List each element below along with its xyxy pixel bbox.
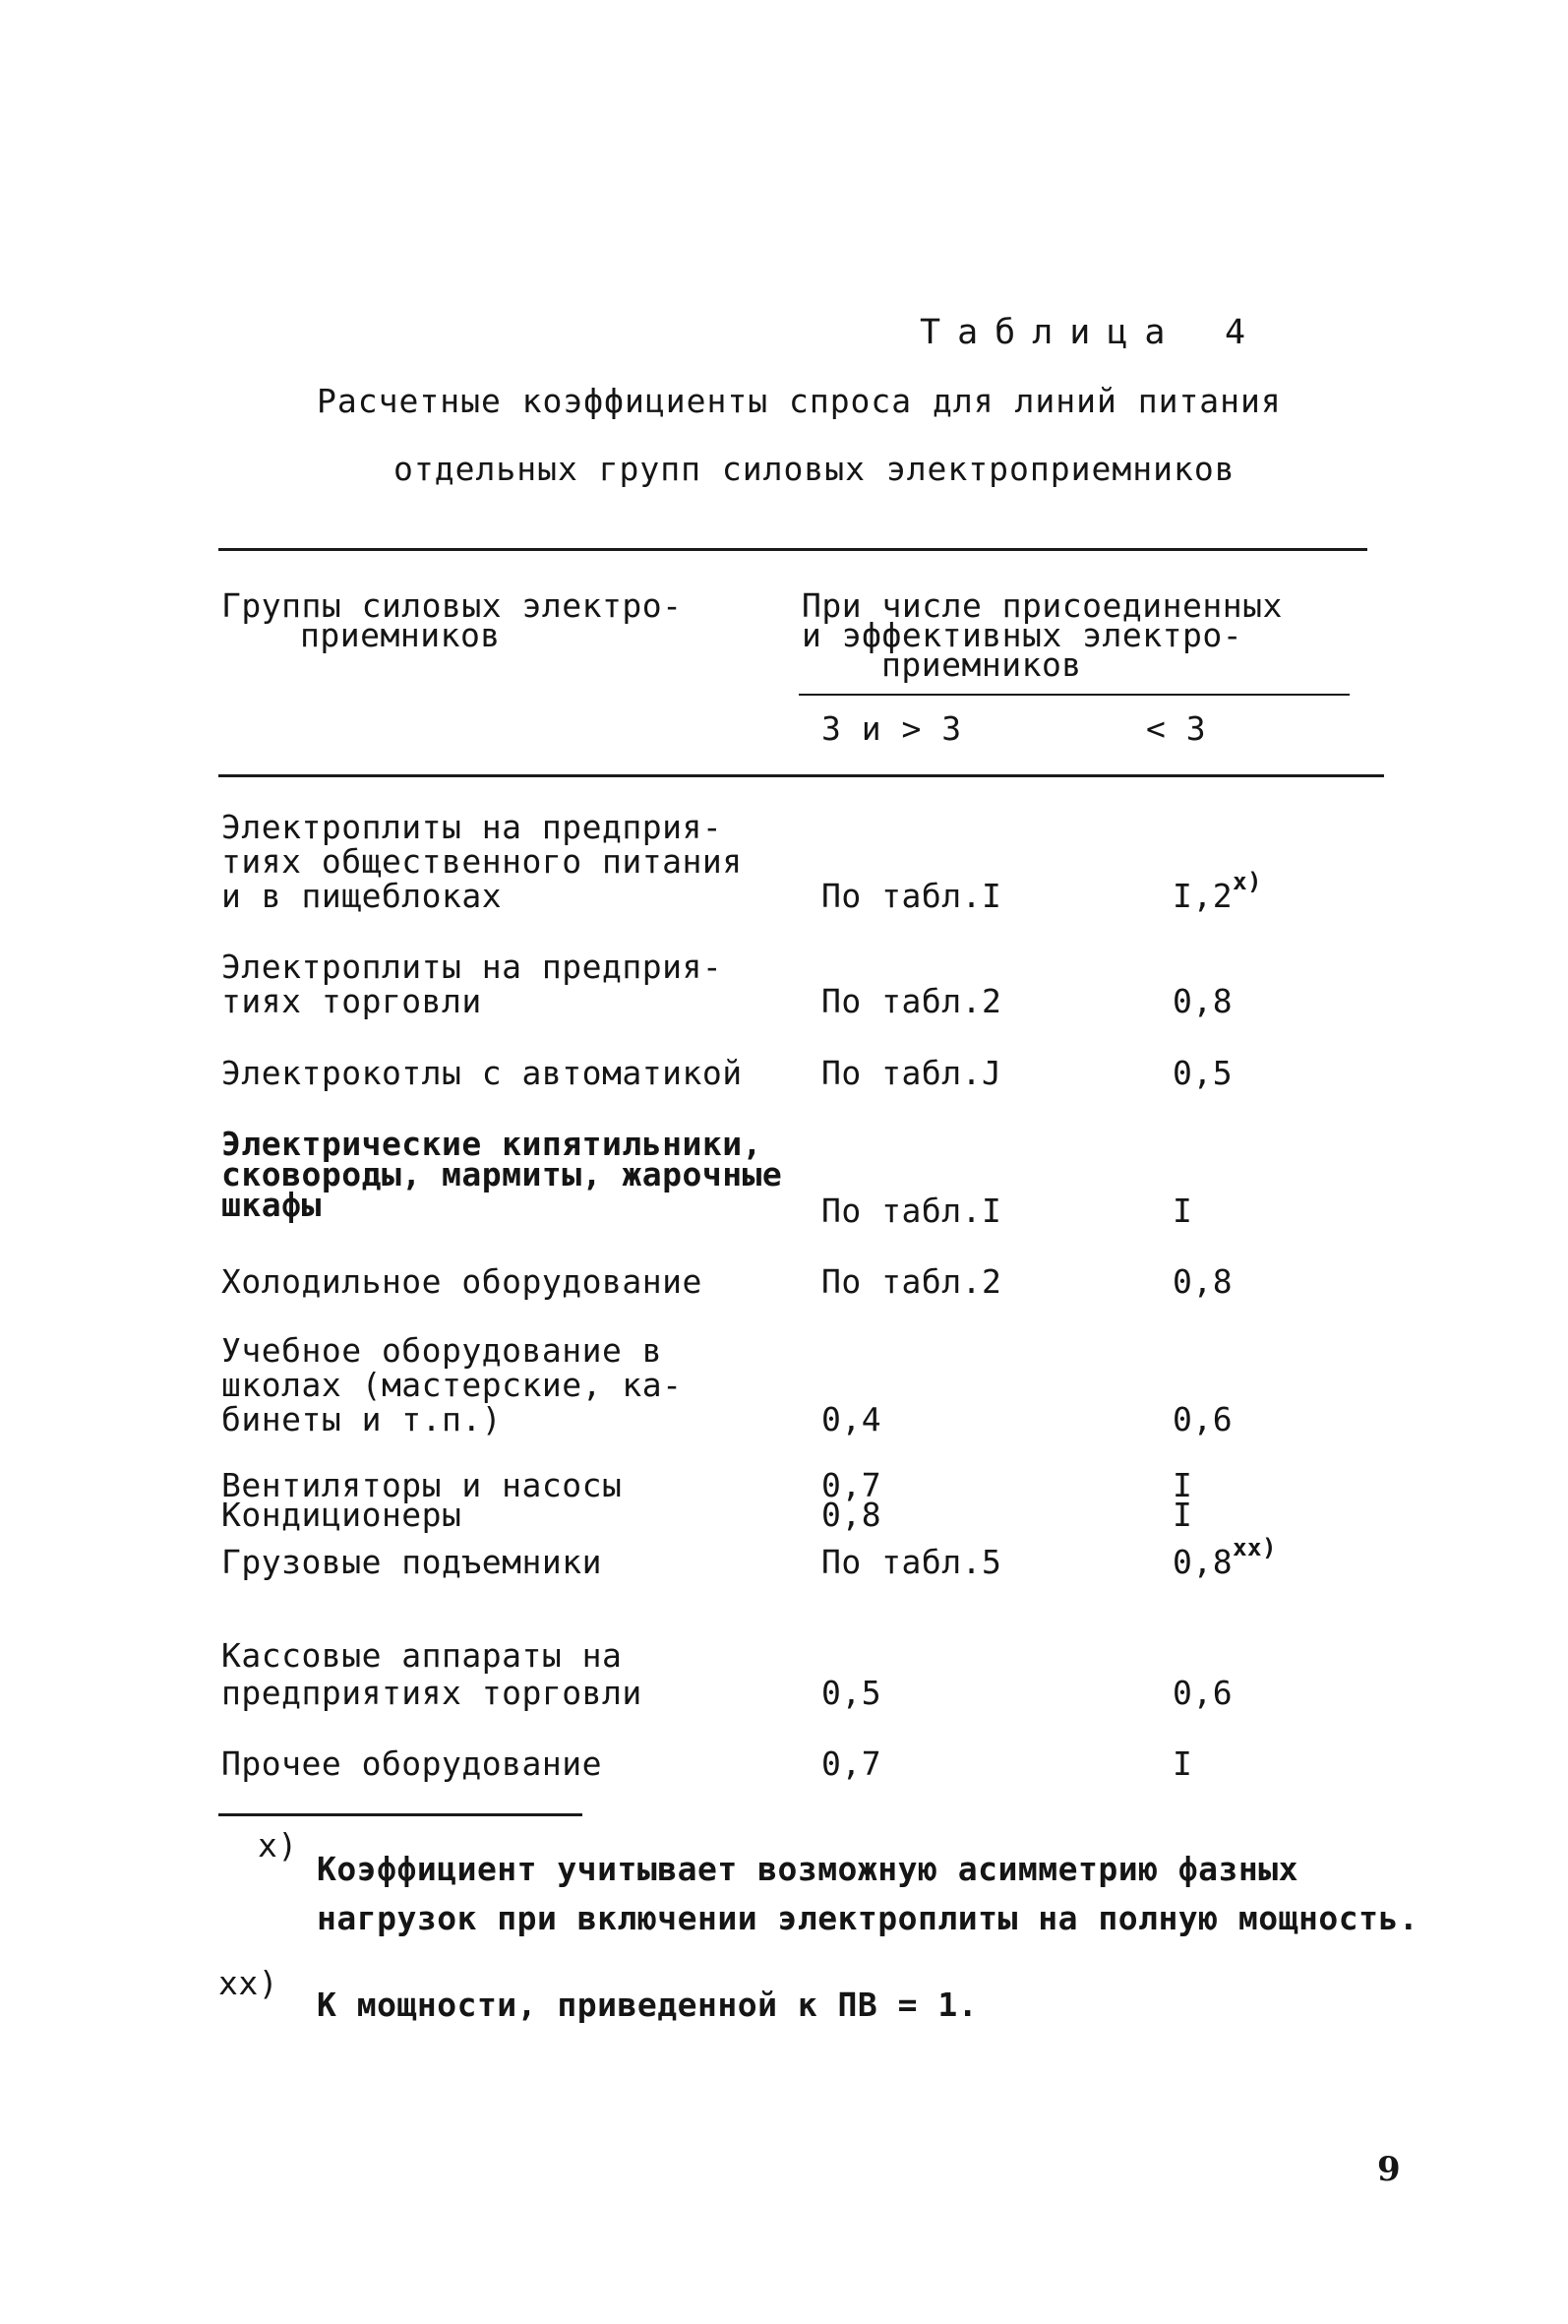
row-label-line: Грузовые подъемники bbox=[221, 1543, 602, 1581]
row-label-line: Электрокотлы с автоматикой bbox=[221, 1054, 743, 1092]
row-value-lt3: I bbox=[1173, 1192, 1193, 1230]
row-value-ge3: 0,5 bbox=[821, 1674, 882, 1712]
footnote-separator bbox=[218, 1813, 582, 1816]
row-label-line: Электрические кипятильники, bbox=[221, 1125, 762, 1163]
page-number: 9 bbox=[1377, 2150, 1401, 2189]
row-value-lt3: 0,8 bbox=[1173, 1262, 1234, 1301]
header-count-line-1: При числе присоединенных bbox=[802, 586, 1283, 625]
table-number: 4 bbox=[1225, 313, 1246, 352]
caption-line-1: Расчетные коэффициенты спроса для линий питания bbox=[317, 382, 1282, 420]
row-value-lt3: 0,8$^{xx)}$ bbox=[1173, 1534, 1277, 1581]
row-value-ge3: По табл.2 bbox=[821, 982, 1002, 1020]
row-label-line: и в пищеблоках bbox=[221, 877, 503, 915]
table-top-rule bbox=[218, 548, 1367, 551]
row-value-ge3: По табл.I bbox=[821, 1192, 1002, 1230]
table-header-rule bbox=[218, 774, 1384, 777]
header-col-ge3: 3 и > 3 bbox=[821, 709, 962, 748]
row-value-ge3: 0,7 bbox=[821, 1466, 882, 1504]
row-value-ge3: По табл.5 bbox=[821, 1543, 1002, 1581]
footnote-ref: xx) bbox=[1233, 1534, 1277, 1561]
row-label-line: Кондиционеры bbox=[221, 1496, 462, 1534]
row-value-ge3: По табл.J bbox=[821, 1054, 1002, 1092]
row-label-line: тиях торговли bbox=[221, 982, 482, 1020]
row-value-lt3: I bbox=[1173, 1496, 1193, 1534]
row-value-lt3: 0,6 bbox=[1173, 1400, 1234, 1438]
row-label-line: Холодильное оборудование bbox=[221, 1262, 702, 1301]
footnote-text-line: Коэффициент учитывает возможную асимметрию фазных bbox=[317, 1850, 1299, 1888]
row-value-ge3: 0,7 bbox=[821, 1744, 882, 1783]
row-label-line: бинеты и т.п.) bbox=[221, 1400, 503, 1438]
footnote-text-line: нагрузок при включении электроплиты на полную мощность. bbox=[317, 1899, 1419, 1937]
row-value-lt3: I,2$^{x)}$ bbox=[1173, 868, 1263, 915]
row-value-ge3: 0,4 bbox=[821, 1400, 882, 1438]
header-col-lt3: < 3 bbox=[1146, 709, 1207, 748]
row-value-ge3: 0,8 bbox=[821, 1496, 882, 1534]
row-label-line: школах (мастерские, ка- bbox=[221, 1366, 683, 1404]
table-label: Таблица bbox=[920, 313, 1182, 352]
row-value-lt3: I bbox=[1173, 1744, 1193, 1783]
row-value-lt3: 0,8 bbox=[1173, 982, 1234, 1020]
row-value-lt3: I bbox=[1173, 1466, 1193, 1504]
row-label-line: шкафы bbox=[221, 1186, 322, 1224]
row-value-lt3: 0,5 bbox=[1173, 1054, 1234, 1092]
footnote-text-line: К мощности, приведенной к ПВ = 1. bbox=[317, 1986, 979, 2024]
row-label-line: предприятиях торговли bbox=[221, 1674, 642, 1712]
caption-line-2: отдельных групп силовых электроприемников bbox=[393, 450, 1236, 488]
row-label-line: Электроплиты на предприя- bbox=[221, 808, 723, 846]
header-sub-rule bbox=[799, 694, 1350, 696]
footnote-mark: xx) bbox=[218, 1964, 279, 2002]
row-value-ge3: По табл.I bbox=[821, 877, 1002, 915]
row-value-lt3: 0,6 bbox=[1173, 1674, 1234, 1712]
row-label-line: Электроплиты на предприя- bbox=[221, 948, 723, 986]
row-label-line: Прочее оборудование bbox=[221, 1744, 602, 1783]
row-label-line: Кассовые аппараты на bbox=[221, 1636, 623, 1675]
header-count-line-3: приемников bbox=[881, 645, 1082, 684]
row-value-ge3: По табл.2 bbox=[821, 1262, 1002, 1301]
header-groups-line-2: приемников bbox=[300, 616, 501, 654]
header-groups-line-1: Группы силовых электро- bbox=[221, 586, 683, 625]
row-label-line: тиях общественного питания bbox=[221, 842, 743, 881]
row-label-line: сковороды, мармиты, жарочные bbox=[221, 1155, 783, 1193]
footnote-mark: x) bbox=[258, 1826, 298, 1865]
footnote-ref: x) bbox=[1233, 868, 1263, 895]
header-count-line-2: и эффективных электро- bbox=[802, 616, 1243, 654]
row-label-line: Вентиляторы и насосы bbox=[221, 1466, 623, 1504]
row-label-line: Учебное оборудование в bbox=[221, 1331, 663, 1370]
